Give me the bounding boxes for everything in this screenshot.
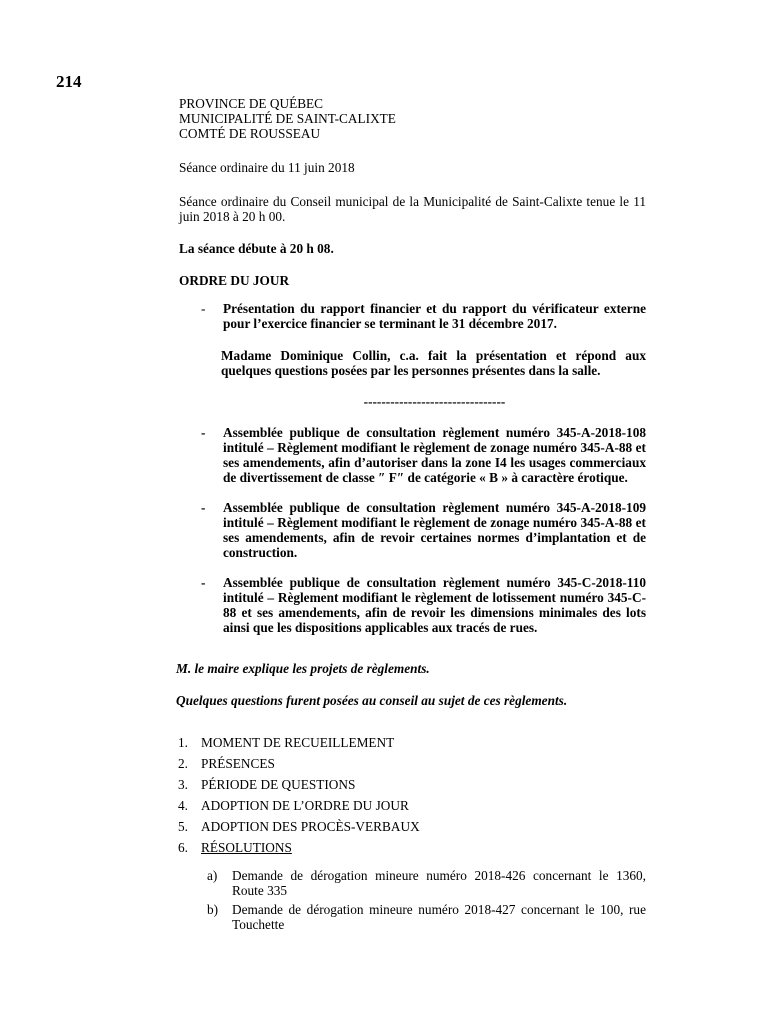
agenda-item-label: ADOPTION DES PROCÈS-VERBAUX bbox=[201, 819, 420, 834]
agenda-item bbox=[179, 735, 646, 756]
agenda-item-label: MOMENT DE RECUEILLEMENT bbox=[201, 735, 395, 750]
list-dash: - bbox=[201, 301, 206, 316]
consultation-text: Assemblée publique de consultation règlement numéro 345-A-2018-109 intitulé – Règlement modifiant le règlement de zonage numéro 345-A-88 et ses amendements, afin de revoir certaines normes d’implantation et de construction. bbox=[223, 500, 646, 560]
agenda-item-label: RÉSOLUTIONS bbox=[201, 840, 292, 855]
agenda-item bbox=[179, 819, 646, 840]
list-dash: - bbox=[201, 500, 206, 515]
agenda-list bbox=[179, 735, 646, 861]
agenda-item bbox=[179, 798, 646, 819]
resolution-text: Demande de dérogation mineure numéro 2018-426 concernant le 1360, Route 335 bbox=[232, 868, 646, 898]
resolution-letter: b) bbox=[207, 902, 219, 917]
questions-note: Quelques questions furent posées au conseil au sujet de ces règlements. bbox=[176, 693, 568, 708]
resolution-item bbox=[179, 902, 646, 932]
header-county: COMTÉ DE ROUSSEAU bbox=[179, 126, 321, 141]
session-start: La séance débute à 20 h 08. bbox=[179, 241, 334, 256]
agenda-item-number: 4. bbox=[178, 798, 188, 813]
mayor-note: M. le maire explique les projets de règlements. bbox=[176, 661, 430, 676]
agenda-item-label: PÉRIODE DE QUESTIONS bbox=[201, 777, 356, 792]
consultation-text: Assemblée publique de consultation règlement numéro 345-A-2018-108 intitulé – Règlement modifiant le règlement de zonage numéro 345-A-88 et ses amendements, afin d’autoriser dans la zone I4 les usages commerciaux de divertissement de classe ″ F″ de catégorie « B » à caractère érotique. bbox=[223, 425, 646, 485]
session-description: Séance ordinaire du Conseil municipal de la Municipalité de Saint-Calixte tenue le 11 juin 2018 à 20 h 00. bbox=[179, 194, 646, 224]
agenda-item bbox=[179, 777, 646, 798]
session-title: Séance ordinaire du 11 juin 2018 bbox=[179, 160, 355, 175]
financial-report-text: Présentation du rapport financier et du rapport du vérificateur externe pour l’exercice financier se terminant le 31 décembre 2017. bbox=[223, 301, 646, 331]
agenda-item-number: 6. bbox=[178, 840, 188, 855]
list-dash: - bbox=[201, 425, 206, 440]
consultation-item bbox=[179, 575, 646, 635]
header-province: PROVINCE DE QUÉBEC bbox=[179, 96, 324, 111]
resolution-text: Demande de dérogation mineure numéro 2018-427 concernant le 100, rue Touchette bbox=[232, 902, 646, 932]
agenda-item bbox=[179, 756, 646, 777]
agenda-item-label: ADOPTION DE L’ORDRE DU JOUR bbox=[201, 798, 409, 813]
agenda-item-label: PRÉSENCES bbox=[201, 756, 275, 771]
resolution-item bbox=[179, 868, 646, 898]
financial-report-item bbox=[179, 301, 646, 331]
consultation-item bbox=[179, 500, 646, 560]
agenda-item-number: 1. bbox=[178, 735, 188, 750]
document-body bbox=[176, 96, 646, 932]
list-dash: - bbox=[201, 575, 206, 590]
resolutions-list bbox=[179, 868, 646, 932]
separator-line: -------------------------------- bbox=[363, 394, 506, 409]
financial-report-presenter: Madame Dominique Collin, c.a. fait la présentation et répond aux quelques questions posées par les personnes présentes dans la salle. bbox=[221, 348, 646, 378]
header-municipality: MUNICIPALITÉ DE SAINT-CALIXTE bbox=[179, 111, 396, 126]
agenda-item-number: 3. bbox=[178, 777, 188, 792]
document-header bbox=[179, 96, 646, 141]
agenda-item bbox=[179, 840, 646, 861]
consultation-item bbox=[179, 425, 646, 485]
agenda-title: ORDRE DU JOUR bbox=[179, 273, 290, 288]
agenda-item-number: 2. bbox=[178, 756, 188, 771]
agenda-item-number: 5. bbox=[178, 819, 188, 834]
page-number: 214 bbox=[56, 72, 82, 91]
resolution-letter: a) bbox=[207, 868, 218, 883]
consultation-text: Assemblée publique de consultation règlement numéro 345-C-2018-110 intitulé – Règlement modifiant le règlement de lotissement numéro 345-C-88 et ses amendements, afin de revoir les dimensions minimales des lots ainsi que les dispositions applicables aux tracés de rues. bbox=[223, 575, 646, 635]
